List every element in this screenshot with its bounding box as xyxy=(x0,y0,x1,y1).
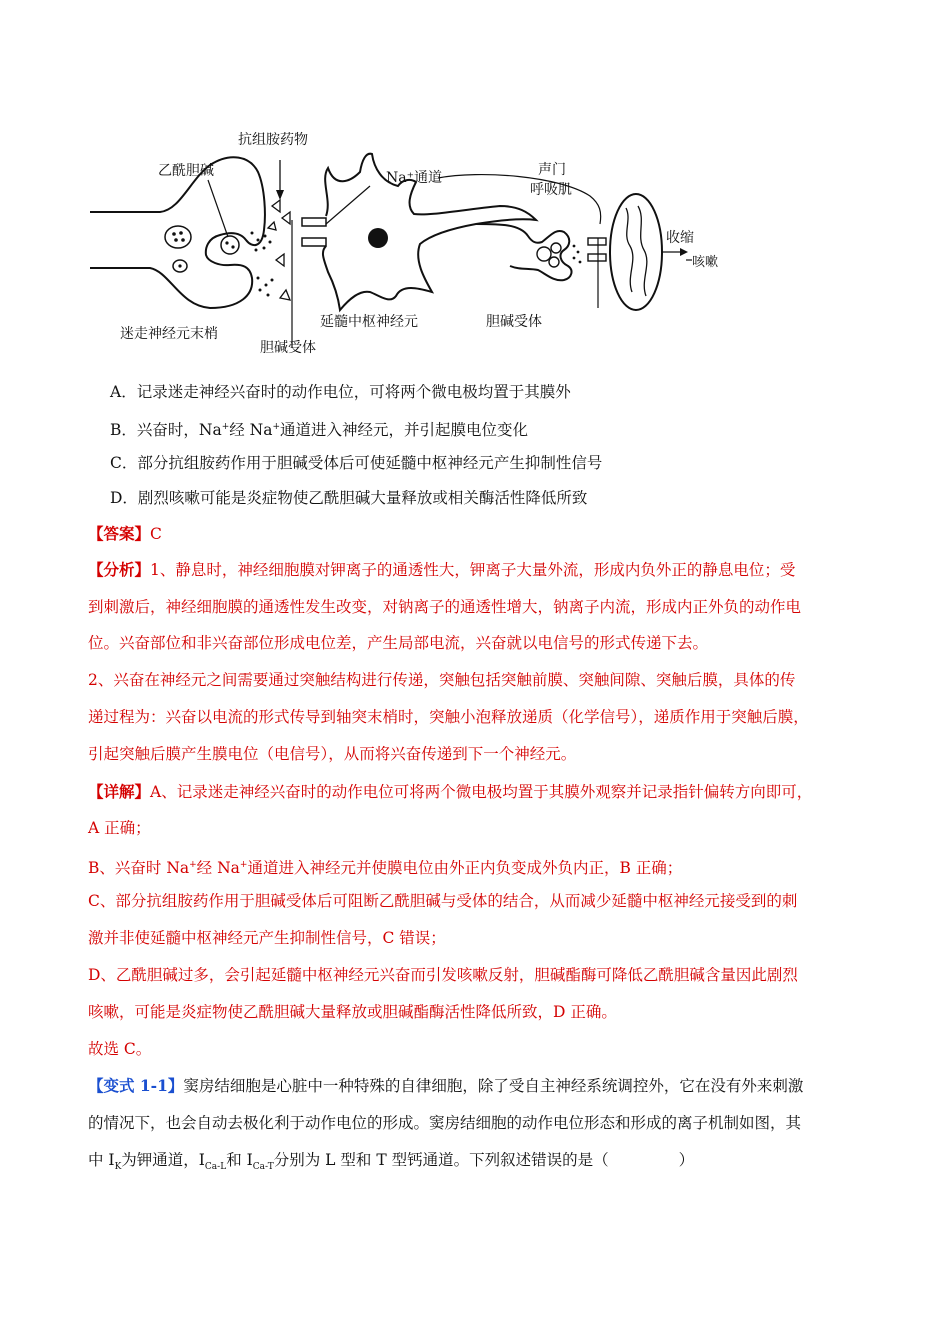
variant-line-3 xyxy=(88,1150,878,1177)
variant-ik-pre: 中 I xyxy=(88,1151,115,1169)
respiratory-muscle xyxy=(610,194,662,310)
detail-line-4: C、部分抗组胺药作用于胆碱受体后可阻断乙酰胆碱与受体的结合，从而减少延髓中枢神经元接受到的刺 xyxy=(88,892,798,910)
detail-line-2: A 正确； xyxy=(88,819,151,837)
analysis-line-2: 到刺激后，神经细胞膜的通透性发生改变，对钠离子的通透性增大，钠离子内流，形成内正外负的动作电 xyxy=(88,598,802,616)
variant-text-1: 窦房结细胞是心脏中一种特殊的自律细胞，除了受自主神经系统调控外，它在没有外来刺激 xyxy=(183,1077,804,1095)
label-vagus-terminal: 迷走神经元末梢 xyxy=(120,326,218,342)
close-paren: ） xyxy=(678,1151,695,1169)
variant-ical-pre: 为钾通道，I xyxy=(121,1151,205,1169)
sub-cal: Ca-L xyxy=(204,1162,227,1173)
sub-cat: Ca-T xyxy=(252,1162,274,1173)
choline-receptor xyxy=(302,218,326,226)
label-receptor-2: 胆碱受体 xyxy=(486,314,542,330)
analysis-line-6: 引起突触后膜产生膜电位（电信号），从而将兴奋传递到下一个神经元。 xyxy=(88,745,577,763)
neural-pathway-diagram xyxy=(80,120,719,370)
choline-receptor xyxy=(302,238,326,246)
vagus-terminal-shape xyxy=(90,157,265,308)
analysis-line-4: 2、兴奋在神经元之间需要通过突触结构进行传递，突触包括突触前膜、突触间隙、突触后膜，具体的传 xyxy=(88,671,796,689)
sup-plus: + xyxy=(239,860,248,870)
sub-k: K xyxy=(114,1162,122,1173)
detail-label: 【详解】 xyxy=(88,782,151,801)
label-acetylcholine: 乙酰胆碱 xyxy=(158,163,214,179)
choline-receptor xyxy=(588,238,606,245)
option-b-pre: B．兴奋时，Na xyxy=(110,421,222,440)
detail-line-5: 激并非使延髓中枢神经元产生抑制性信号，C 错误； xyxy=(88,929,446,947)
detail-text-1: A、记录迷走神经兴奋时的动作电位可将两个微电极均置于其膜外观察并记录指针偏转方向即可， xyxy=(150,783,813,801)
detail-b-mid: 经 Na xyxy=(196,859,240,878)
answer-label: 【答案】 xyxy=(88,524,151,543)
choline-receptor xyxy=(588,254,606,261)
analysis-line-1 xyxy=(88,560,878,580)
variant-icat-pre: 和 I xyxy=(226,1151,253,1169)
antihistamine-triangles xyxy=(268,200,290,300)
detail-line-3 xyxy=(88,855,878,878)
detail-b-pre: B、兴奋时 Na xyxy=(88,859,190,878)
nucleus xyxy=(368,228,388,248)
conclusion: 故选 C。 xyxy=(88,1040,152,1058)
option-c: C．部分抗组胺药作用于胆碱受体后可使延髓中枢神经元产生抑制性信号 xyxy=(110,454,603,472)
detail-line-6: D、乙酰胆碱过多，会引起延髓中枢神经元兴奋而引发咳嗽反射，胆碱酯酶可降低乙酰胆碱含量因此剧烈 xyxy=(88,966,798,984)
detail-b-post: 通道进入神经元并使膜电位由外正内负变成外负内正，B 正确； xyxy=(247,859,683,878)
analysis-line-5: 递过程为：兴奋以电流的形式传导到轴突末梢时，突触小泡释放递质（化学信号），递质作用于突触后膜， xyxy=(88,708,809,726)
option-b xyxy=(110,417,870,440)
variant-question: 分别为 L 型和 T 型钙通道。下列叙述错误的是（ xyxy=(273,1151,609,1169)
label-cough: 咳嗽 xyxy=(692,255,719,270)
sup-plus: + xyxy=(221,422,230,432)
analysis-text-1: 1、静息时，神经细胞膜对钾离子的通透性大，钾离子大量外流，形成内负外正的静息电位；受 xyxy=(150,561,796,579)
label-glottis: 声门 xyxy=(538,162,566,178)
detail-line-7: 咳嗽，可能是炎症物使乙酰胆碱大量释放或胆碱酯酶活性降低所致，D 正确。 xyxy=(88,1003,617,1021)
variant-label: 【变式 1-1】 xyxy=(88,1076,184,1095)
option-b-post: 通道进入神经元，并引起膜电位变化 xyxy=(280,421,529,440)
label-resp-muscle: 呼吸肌 xyxy=(530,182,572,198)
analysis-label: 【分析】 xyxy=(88,560,151,579)
label-medulla-neuron: 延髓中枢神经元 xyxy=(320,314,418,330)
detail-line-1 xyxy=(88,782,878,802)
label-receptor-1: 胆碱受体 xyxy=(260,340,316,356)
label-na-channel: Na⁺通道 xyxy=(386,170,442,186)
variant-line-2: 的情况下，也会自动去极化利于动作电位的形成。窦房结细胞的动作电位形态和形成的离子机制如图，其 xyxy=(88,1114,802,1132)
transmitter-dots xyxy=(251,232,274,297)
option-b-mid: 经 Na xyxy=(229,421,273,440)
sup-plus: + xyxy=(272,422,281,432)
analysis-line-3: 位。兴奋部位和非兴奋部位形成电位差，产生局部电流，兴奋就以电信号的形式传递下去。 xyxy=(88,634,709,652)
label-contract-visible: 收缩 xyxy=(666,230,694,246)
synaptic-vesicle xyxy=(165,226,191,248)
answer-value: C xyxy=(150,525,162,543)
option-a: A．记录迷走神经兴奋时的动作电位，可将两个微电极均置于其膜外 xyxy=(110,383,571,401)
answer-line xyxy=(88,524,878,544)
sup-plus: + xyxy=(189,860,197,870)
variant-line-1 xyxy=(88,1076,878,1096)
label-antihistamine: 抗组胺药物 xyxy=(238,132,308,148)
option-d: D．剧烈咳嗽可能是炎症物使乙酰胆碱大量释放或相关酶活性降低所致 xyxy=(110,489,588,507)
acetylcholine-vesicle xyxy=(221,236,239,254)
